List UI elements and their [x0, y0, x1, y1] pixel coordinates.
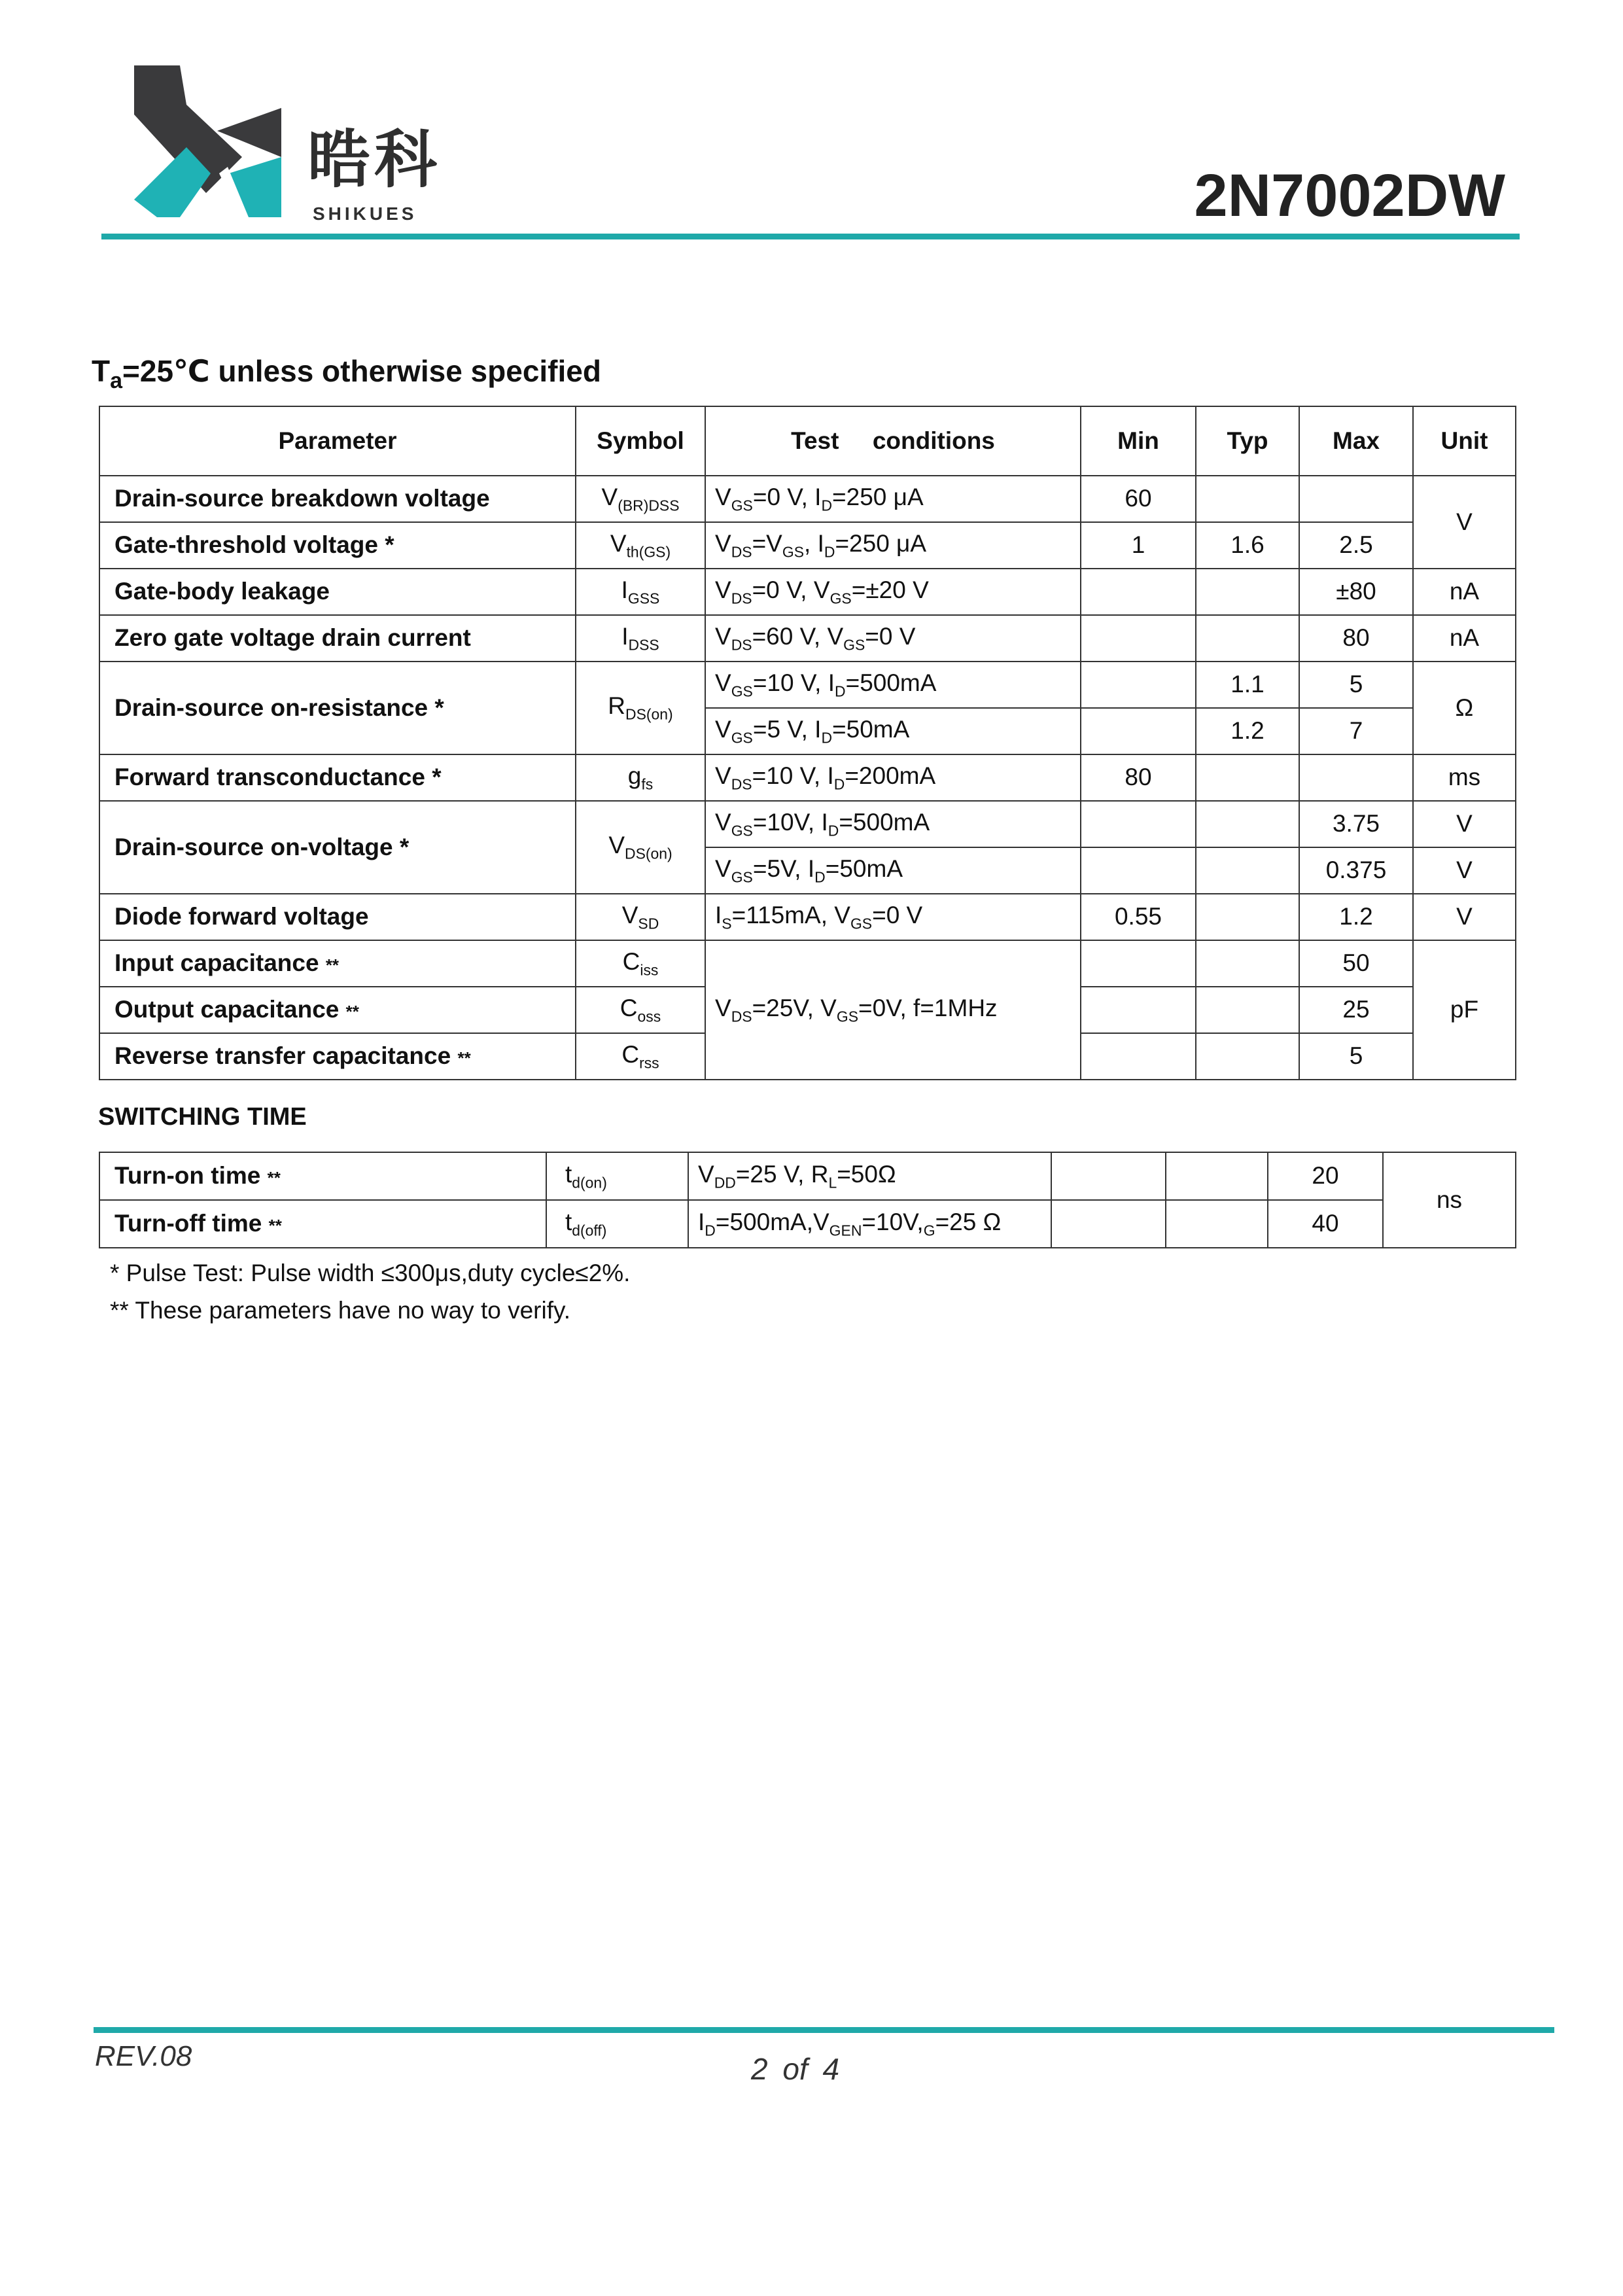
table-row [99, 754, 1516, 801]
typ-cell [1196, 754, 1299, 801]
conditions-cell: $V_{GS}=10V$, $I_D=500mA$ [705, 801, 1081, 847]
conditions-cell: $V_{DS}=10$ V, $I_D=200mA$ [705, 754, 1081, 801]
symbol-cell: $t_{d(on)}$ [546, 1152, 688, 1200]
min-cell [1051, 1152, 1166, 1200]
typ-cell [1196, 801, 1299, 847]
typ-cell: 1.1 [1196, 662, 1299, 708]
min-cell [1081, 569, 1196, 615]
typ-cell [1166, 1200, 1268, 1248]
pulse-test-note: * Pulse Test: Pulse width ≤300μs,duty cycle≤2%. [110, 1260, 631, 1286]
unit-cell: V [1413, 476, 1516, 569]
param-cell: Input capacitance ** [99, 940, 576, 987]
symbol-cell: $R_{DS(on)}$ [576, 662, 705, 754]
verification-note: ** These parameters have no way to verify. [110, 1297, 571, 1324]
param-cell: Zero gate voltage drain current [99, 615, 576, 662]
max-cell [1299, 754, 1413, 801]
min-cell [1081, 615, 1196, 662]
typ-cell [1196, 1033, 1299, 1080]
conditions-cell: $V_{GS}=5V$, $I_D=50mA$ [705, 847, 1081, 894]
header-max: Max [1299, 406, 1413, 476]
table-row [99, 1200, 1516, 1248]
symbol-cell: $C_{rss}$ [576, 1033, 705, 1080]
unit-cell: nA [1413, 569, 1516, 615]
typ-cell: 1.2 [1196, 708, 1299, 754]
table-row [99, 615, 1516, 662]
conditions-cell: $V_{GS}=5$ V, $I_D=50mA$ [705, 708, 1081, 754]
max-cell: ±80 [1299, 569, 1413, 615]
unit-cell: V [1413, 894, 1516, 940]
min-cell [1051, 1200, 1166, 1248]
header-typ: Typ [1196, 406, 1299, 476]
part-number-title: 2N7002DW [1194, 162, 1505, 229]
max-cell [1299, 476, 1413, 522]
typ-cell [1166, 1152, 1268, 1200]
typ-cell [1196, 615, 1299, 662]
table-row [99, 1152, 1516, 1200]
param-cell: Output capacitance ** [99, 987, 576, 1033]
unit-cell: nA [1413, 615, 1516, 662]
table-row [99, 522, 1516, 569]
unit-cell: ms [1413, 754, 1516, 801]
symbol-cell: $V_{(BR)DSS}$ [576, 476, 705, 522]
max-cell: 25 [1299, 987, 1413, 1033]
typ-cell [1196, 987, 1299, 1033]
typ-cell [1196, 940, 1299, 987]
header-parameter: Parameter [99, 406, 576, 476]
param-cell: Forward transconductance * [99, 754, 576, 801]
conditions-cell: $V_{DS}=V_{GS}$, $I_D=250$ μA [705, 522, 1081, 569]
max-cell: 0.375 [1299, 847, 1413, 894]
min-cell: 0.55 [1081, 894, 1196, 940]
max-cell: 20 [1268, 1152, 1383, 1200]
max-cell: 5 [1299, 1033, 1413, 1080]
conditions-cell: $I_D=500mA,V_{GEN}=10V,_G=25$ Ω [688, 1200, 1051, 1248]
symbol-cell: $C_{oss}$ [576, 987, 705, 1033]
table-row [99, 569, 1516, 615]
param-cell: Turn-on time ** [99, 1152, 546, 1200]
min-cell [1081, 940, 1196, 987]
max-cell: 2.5 [1299, 522, 1413, 569]
max-cell: 3.75 [1299, 801, 1413, 847]
header-test-conditions: Test conditions [705, 406, 1081, 476]
max-cell: 40 [1268, 1200, 1383, 1248]
min-cell [1081, 708, 1196, 754]
unit-cell: V [1413, 847, 1516, 894]
symbol-cell: $I_{DSS}$ [576, 615, 705, 662]
table-row [99, 662, 1516, 708]
typ-cell [1196, 894, 1299, 940]
conditions-cell: $V_{GS}=10$ V, $I_D=500mA$ [705, 662, 1081, 708]
unit-cell: pF [1413, 940, 1516, 1080]
conditions-cell: $V_{GS}=0$ V, $I_D=250$ μA [705, 476, 1081, 522]
revision-label: REV.08 [95, 2040, 192, 2072]
typ-cell [1196, 569, 1299, 615]
symbol-cell: $V_{DS(on)}$ [576, 801, 705, 894]
param-cell: Drain-source breakdown voltage [99, 476, 576, 522]
unit-cell: ns [1383, 1152, 1516, 1248]
param-cell: Drain-source on-resistance * [99, 662, 576, 754]
param-cell: Diode forward voltage [99, 894, 576, 940]
symbol-cell: $g_{fs}$ [576, 754, 705, 801]
min-cell [1081, 1033, 1196, 1080]
symbol-cell: $t_{d(off)}$ [546, 1200, 688, 1248]
max-cell: 1.2 [1299, 894, 1413, 940]
param-cell: Turn-off time ** [99, 1200, 546, 1248]
max-cell: 5 [1299, 662, 1413, 708]
conditions-cell: $V_{DS}=25V$, $V_{GS}=0V$, f=1MHz [705, 940, 1081, 1080]
min-cell: 1 [1081, 522, 1196, 569]
brand-chinese-name: 晧科 [307, 123, 441, 196]
header-min: Min [1081, 406, 1196, 476]
table-row [99, 894, 1516, 940]
min-cell [1081, 847, 1196, 894]
conditions-title: $T_a=25℃$ unless otherwise specified [92, 354, 601, 394]
unit-cell: V [1413, 801, 1516, 847]
max-cell: 7 [1299, 708, 1413, 754]
symbol-cell: $I_{GSS}$ [576, 569, 705, 615]
min-cell: 60 [1081, 476, 1196, 522]
min-cell [1081, 987, 1196, 1033]
electrical-characteristics-table [99, 406, 1516, 1080]
table-row [99, 801, 1516, 847]
min-cell [1081, 801, 1196, 847]
table-row [99, 476, 1516, 522]
page-number: 2 of 4 [751, 2052, 840, 2086]
max-cell: 80 [1299, 615, 1413, 662]
symbol-cell: $V_{th(GS)}$ [576, 522, 705, 569]
max-cell: 50 [1299, 940, 1413, 987]
header-symbol: Symbol [576, 406, 705, 476]
param-cell: Drain-source on-voltage * [99, 801, 576, 894]
param-cell: Gate-threshold voltage * [99, 522, 576, 569]
unit-cell: Ω [1413, 662, 1516, 754]
param-cell: Reverse transfer capacitance ** [99, 1033, 576, 1080]
typ-cell [1196, 847, 1299, 894]
table-header-row [99, 406, 1516, 476]
typ-cell: 1.6 [1196, 522, 1299, 569]
param-cell: Gate-body leakage [99, 569, 576, 615]
conditions-cell: $V_{DS}=60$ V, $V_{GS}=0$ V [705, 615, 1081, 662]
conditions-cell: $V_{DD}=25$ V, $R_L=50\Omega$ [688, 1152, 1051, 1200]
brand-english-name: SHIKUES [313, 203, 417, 224]
footer-divider [94, 2027, 1554, 2033]
conditions-cell: $I_S=115mA$, $V_{GS}=0$ V [705, 894, 1081, 940]
table-row [99, 940, 1516, 987]
switching-time-table [99, 1152, 1516, 1248]
header-divider [101, 234, 1520, 239]
symbol-cell: $V_{SD}$ [576, 894, 705, 940]
shikues-logo [131, 65, 288, 226]
header-unit: Unit [1413, 406, 1516, 476]
symbol-cell: $C_{iss}$ [576, 940, 705, 987]
min-cell [1081, 662, 1196, 708]
typ-cell [1196, 476, 1299, 522]
switching-time-title: SWITCHING TIME [98, 1103, 307, 1131]
min-cell: 80 [1081, 754, 1196, 801]
conditions-cell: $V_{DS}=0$ V, $V_{GS}=\pm 20$ V [705, 569, 1081, 615]
